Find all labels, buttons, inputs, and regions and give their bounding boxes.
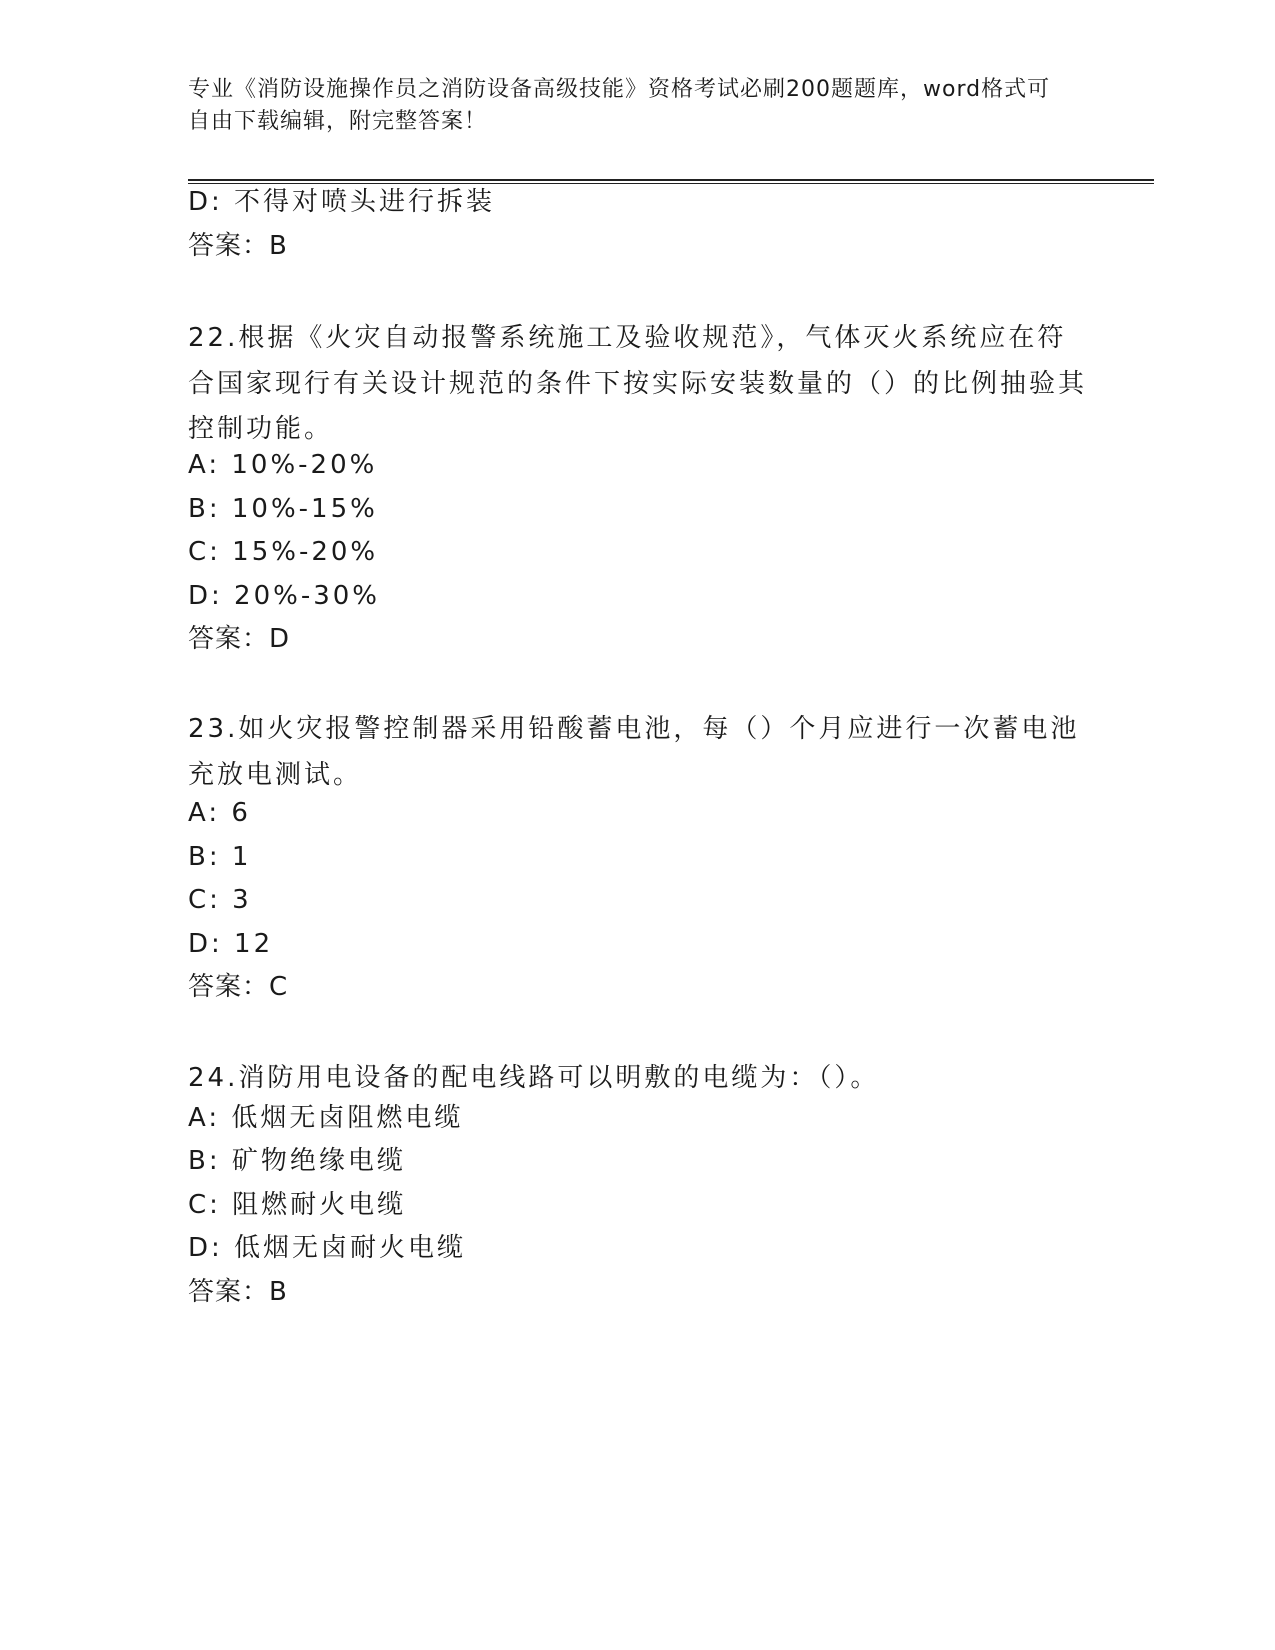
question-24-answer: 答案：B — [188, 1277, 288, 1307]
question-22-option-c: C: 15%-20% — [188, 537, 379, 567]
question-23-option-d: D: 12 — [188, 929, 274, 959]
header-divider — [188, 179, 1154, 184]
question-23-option-c: C: 3 — [188, 885, 252, 915]
question-22-text: 22.根据《火灾自动报警系统施工及验收规范》，气体灭火系统应在符合国家现行有关设计规范的条件下按实际安装数量的（）的比例抽验其控制功能。 — [188, 323, 1088, 444]
question-24-option-c: C: 阻燃耐火电缆 — [188, 1190, 407, 1220]
document-header: 专业《消防设施操作员之消防设备高级技能》资格考试必刷200题题库，word格式可自由下载编辑，附完整答案！ — [188, 77, 1051, 134]
question-22-option-a: A: 10%-20% — [188, 450, 378, 480]
question-24-text: 24.消防用电设备的配电线路可以明敷的电缆为：（）。 — [188, 1063, 880, 1093]
question-24-option-a: A: 低烟无卤阻燃电缆 — [188, 1103, 464, 1133]
question-24-option-b: B: 矿物绝缘电缆 — [188, 1146, 406, 1176]
question-22-option-d: D: 20%-30% — [188, 581, 381, 611]
question-24-option-d: D: 低烟无卤耐火电缆 — [188, 1233, 467, 1263]
question-23-text: 23.如火灾报警控制器采用铅酸蓄电池，每（）个月应进行一次蓄电池充放电测试。 — [188, 714, 1080, 790]
question-23-option-b: B: 1 — [188, 842, 252, 872]
prev-answer: 答案：B — [188, 231, 288, 261]
question-23-option-a: A: 6 — [188, 798, 251, 828]
question-23-answer: 答案：C — [188, 972, 289, 1002]
question-22-answer: 答案：D — [188, 624, 291, 654]
question-22-option-b: B: 10%-15% — [188, 494, 378, 524]
prev-option-d: D: 不得对喷头进行拆装 — [188, 187, 496, 217]
